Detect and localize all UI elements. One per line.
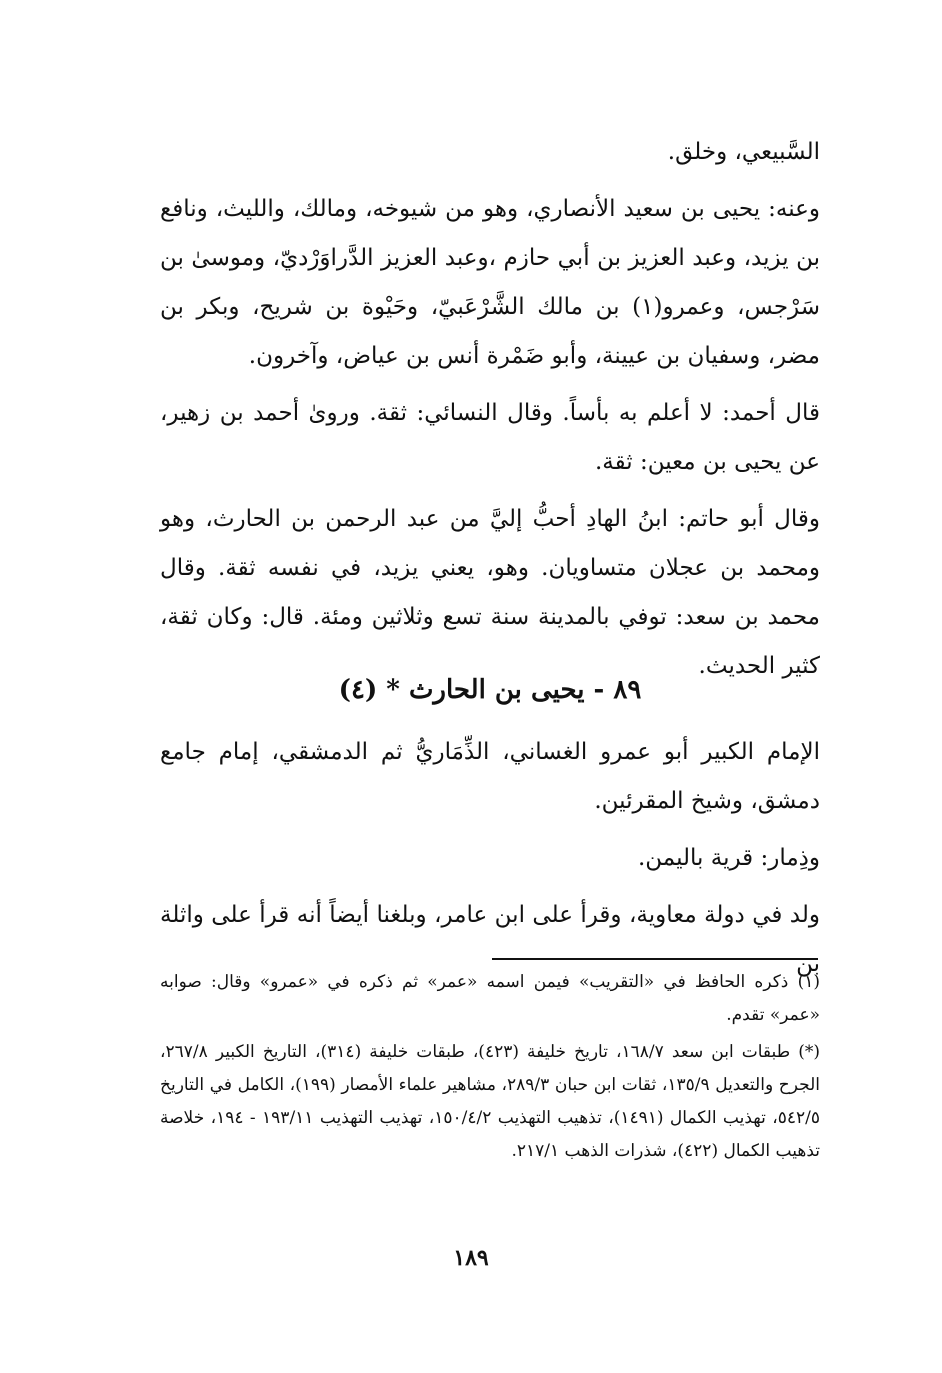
paragraph-biography: الإمام الكبير أبو عمرو الغساني، الذِّمَاريُّ ثم الدمشقي، إمام جامع دمشق، وشيخ المقرئين. [160,739,820,814]
lower-text [160,728,820,989]
paragraph-continuation: السَّبيعي، وخلق. [667,139,820,165]
footnote-divider [492,958,818,960]
paragraph-birth: ولد في دولة معاوية، وقرأ على ابن عامر، وبلغنا أيضاً أنه قرأ على واثلة بن [160,902,820,977]
paragraph-narrators: وعنه: يحيى بن سعيد الأنصاري، وهو من شيوخه، ومالك، والليث، ونافع بن يزيد، وعبد العزيز بن أبي حازم ،وعبد العزيز الدَّراوَرْديّ، وموسىٰ بن سَرْجس، وعمرو(١) بن مالك الشَّرْعَبيّ، وحَيْوة بن شريح، وبكر بن مضر، وسفيان بن عيينة، وأبو ضَمْرة أنس بن عياض، وآخرون. [160,196,820,369]
paragraph-ahmad-opinion: قال أحمد: لا أعلم به بأساً. وقال النسائي: ثقة. وروىٰ أحمد بن زهير، عن يحيى بن معين: ثقة. [160,400,820,475]
upper-text [160,128,820,691]
page-number: ١٨٩ [453,1245,489,1271]
footnotes [160,966,820,1168]
entry-heading: ٨٩ - يحيى بن الحارث * (٤) [338,675,642,705]
footnote-sources: (*) طبقات ابن سعد ١٦٨/٧، تاريخ خليفة (٤٢٣)، طبقات خليفة (٣١٤)، التاريخ الكبير ٢٦٧/٨، الجرح والتعديل ١٣٥/٩، ثقات ابن حبان ٢٨٩/٣، مشاهير علماء الأمصار (١٩٩)، الكامل في التاريخ ٥٤٢/٥، تهذيب الكمال (١٤٩١)، تذهيب التهذيب ١٥٠/٤/٢، تهذيب التهذيب ١٩٣/١١ - ١٩٤، خلاصة تذهيب الكمال (٤٢٢)، شذرات الذهب ٢١٧/١. [160,1042,821,1161]
paragraph-abu-hatim-opinion: وقال أبو حاتم: ابنُ الهادِ أحبُّ إليَّ من عبد الرحمن بن الحارث، وهو ومحمد بن عجلان متساويان. وهو، يعني يزيد، في نفسه ثقة. وقال محمد بن سعد: توفي بالمدينة سنة تسع وثلاثين ومئة. قال: وكان ثقة، كثير الحديث. [160,506,820,679]
paragraph-dhimar: وذِمار: قرية باليمن. [637,845,820,871]
footnote-1: (١) ذكره الحافظ في «التقريب» فيمن اسمه «عمر» ثم ذكره في «عمرو» وقال: صوابه «عمر» تقدم. [160,972,820,1025]
